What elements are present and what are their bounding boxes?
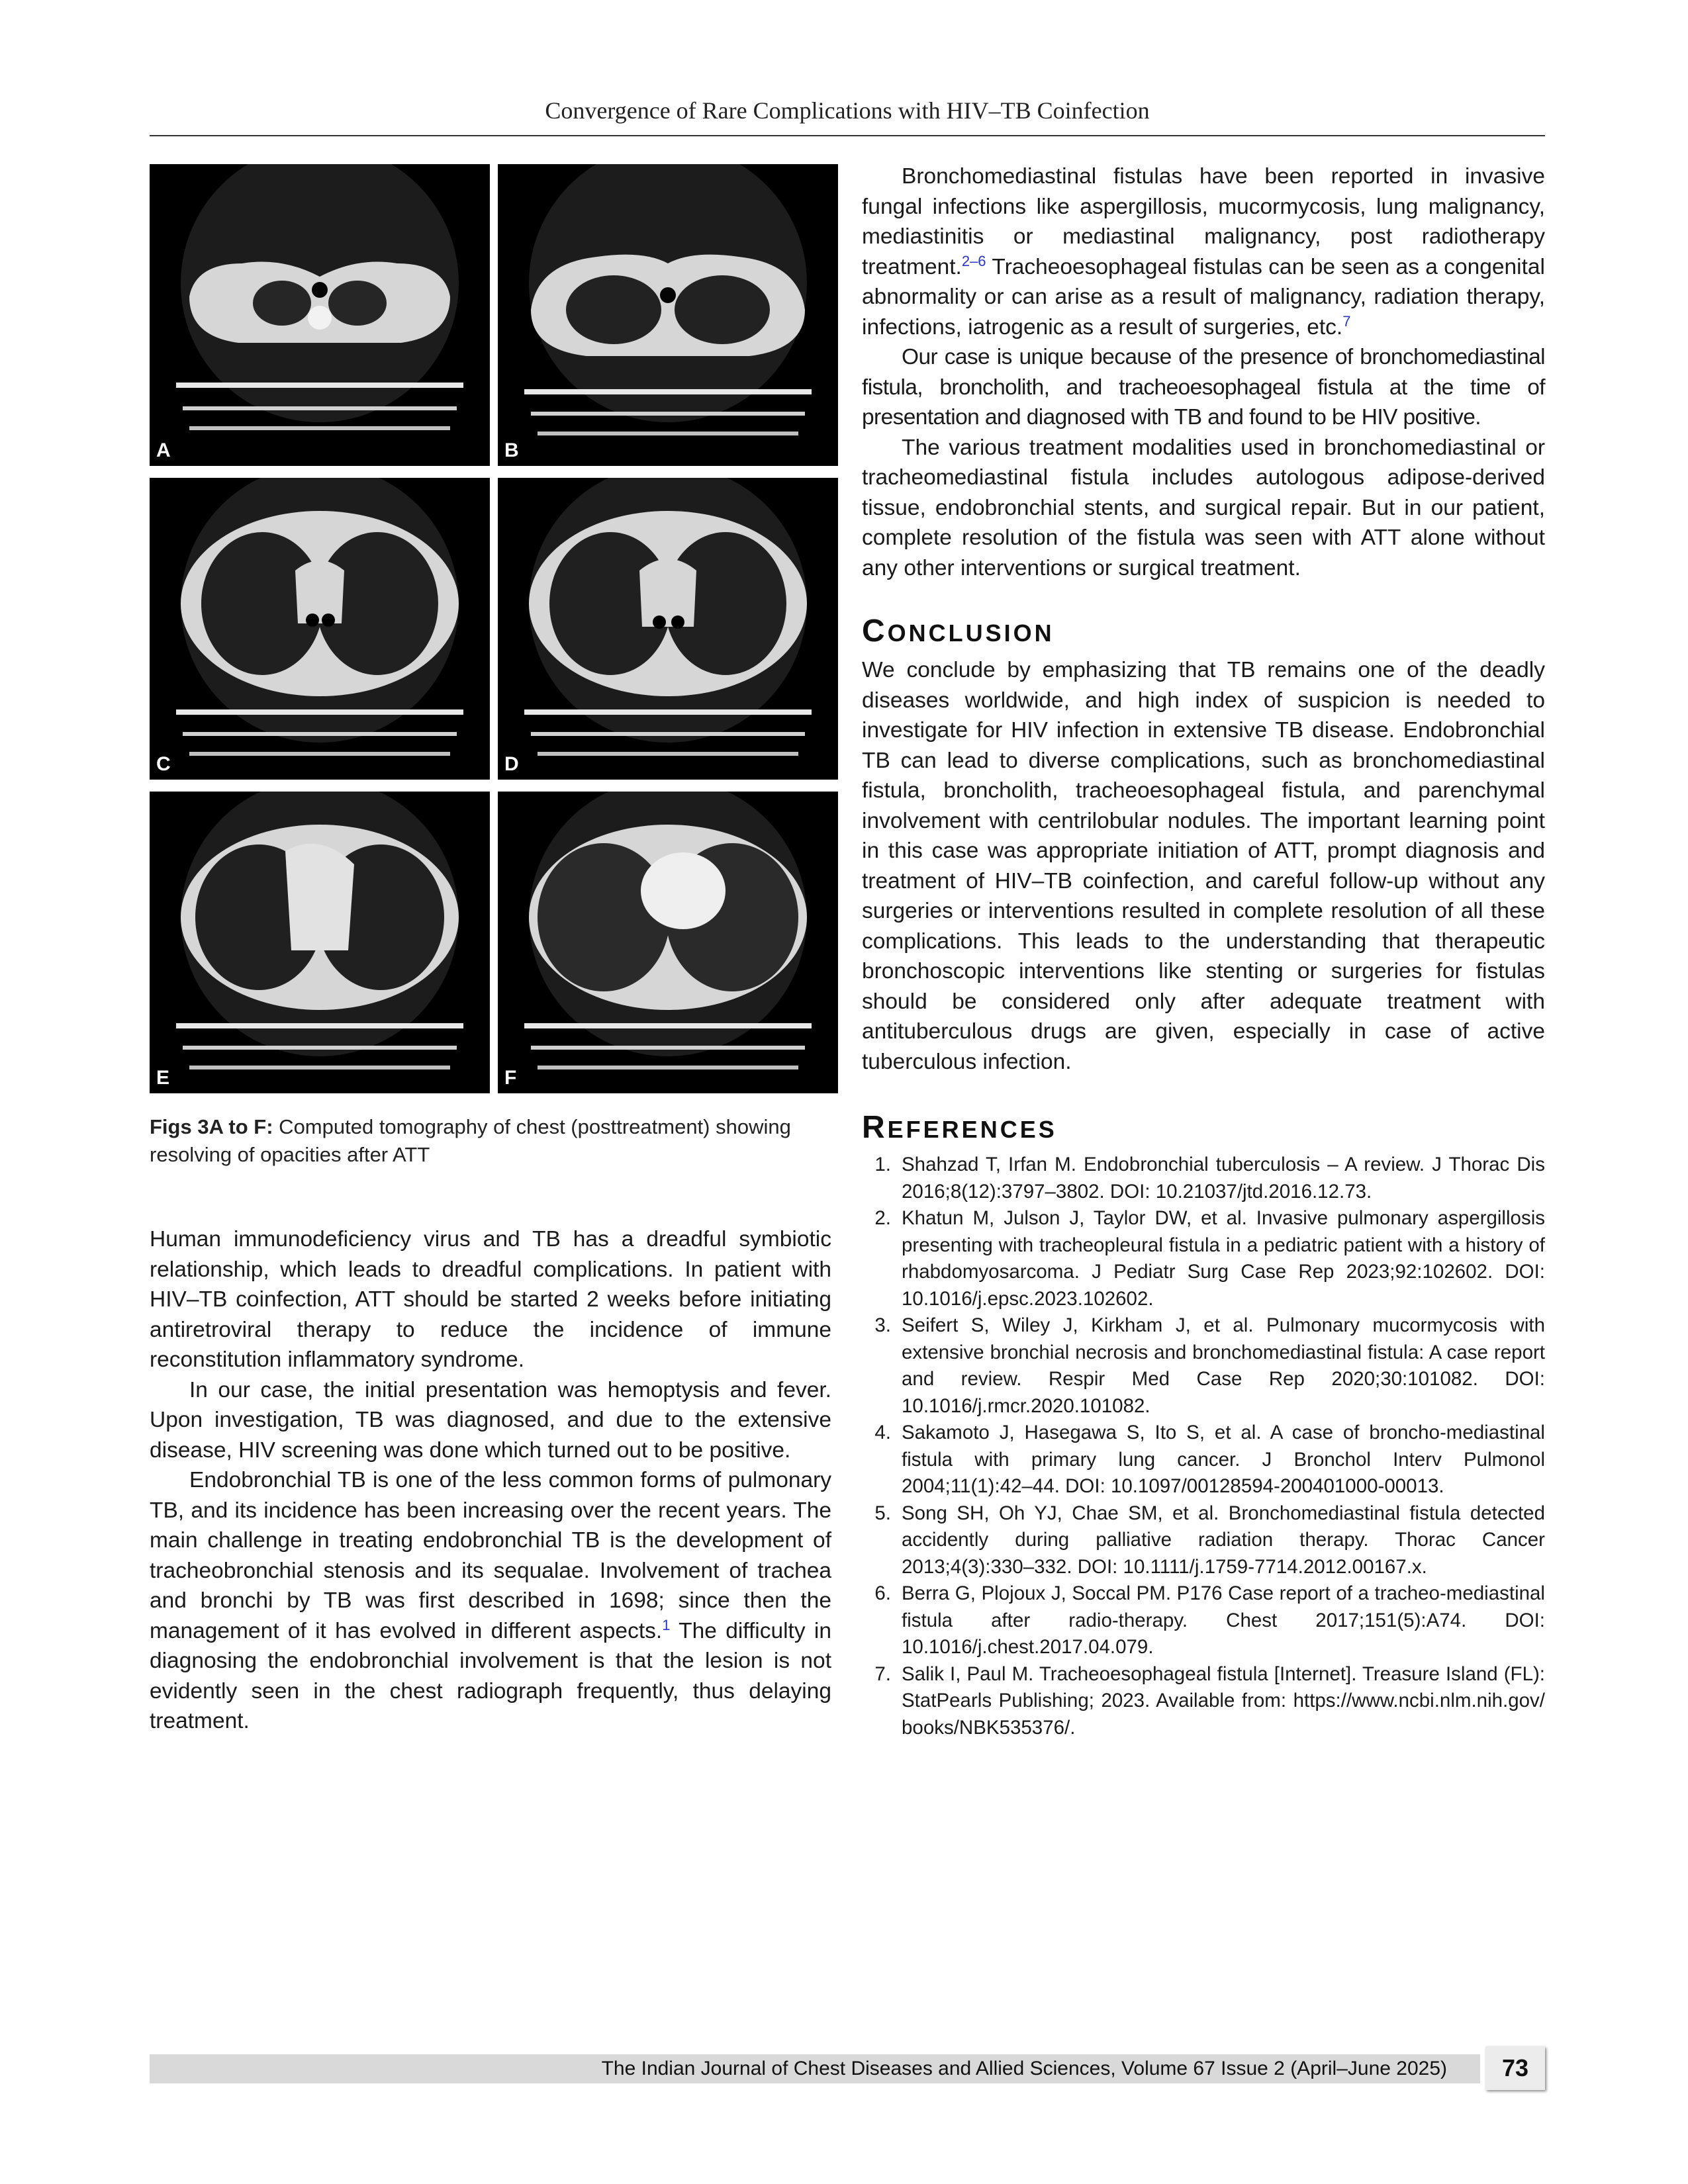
journal-footer: The Indian Journal of Chest Diseases and Allied Sciences, Volume 67 Issue 2 (April–June 2025) [601,2058,1447,2079]
caption-text: Computed tomography of chest (posttreatment) showing resolving of opacities after ATT [150,1115,791,1166]
ct-panel-d [498,478,838,780]
panel-label-d: D [504,753,519,775]
citation-link[interactable]: 1 [662,1616,671,1633]
panel-label-e: E [156,1067,170,1089]
right-column [862,161,1545,583]
heading-rest: ONCLUSION [887,619,1055,647]
reference-number: 1. [874,1154,891,1175]
reference-item [862,1500,1545,1581]
conclusion-heading [862,613,1055,649]
ct-panel-b [498,164,838,466]
page-number: 73 [1485,2046,1545,2090]
running-title: Convergence of Rare Complications with HIV–TB Coinfection [545,97,1150,124]
reference-text: Khatun M, Julson J, Taylor DW, et al. Invasive pulmonary aspergillosis presenting with tracheopleural fistula in a pediatric patient with a history of rhabdomyosarcoma. J Pediatr Surg Case Rep 2023;92:102602. DOI: 10.1016/j.epsc.2023.102602. [902,1207,1545,1310]
figure-caption [150,1113,831,1169]
reference-item [862,1661,1545,1742]
heading-initial: C [862,614,888,649]
paragraph: Our case is unique because of the presence of bronchomediastinal fistula, broncholith, and tracheoesophageal fistula at the time of presentation and diagnosed with TB and found to be HIV positive. [862,345,1545,430]
reference-item [862,1205,1545,1312]
ct-panel-a [150,164,490,466]
reference-list [862,1152,1545,1741]
left-column [150,1224,831,1737]
reference-text: Song SH, Oh YJ, Chae SM, et al. Bronchomediastinal fistula detected accidently during palliative radiation therapy. Thorac Cancer 2013;4(3):330–332. DOI: 10.1111/j.1759-7714.2012.00167.x. [902,1502,1545,1578]
reference-number: 3. [874,1314,891,1336]
heading-initial: R [862,1110,888,1145]
reference-number: 6. [874,1582,891,1604]
reference-item [862,1580,1545,1661]
panel-label-f: F [504,1067,517,1089]
caption-label: Figs 3A to F: [150,1115,273,1138]
paragraph: Human immunodeficiency virus and TB has a dreadful symbiotic relationship, which leads to dreadful complications. In patient with HIV–TB coinfection, ATT should be started 2 weeks before initiating antiretroviral therapy to reduce the incidence of immune reconstitution inflammatory syndrome. [150,1227,831,1372]
ct-panel-c [150,478,490,780]
paragraph [150,1465,831,1737]
reference-number: 7. [874,1662,891,1685]
panel-label-c: C [156,753,171,775]
reference-text: Sakamoto J, Hasegawa S, Ito S, et al. A case of broncho-mediastinal fistula with primary lung cancer. J Bronchol Interv Pulmonol 2004;11(1):42–44. DOI: 10.1097/00128594-200401000-00013. [902,1422,1545,1497]
paragraph: The various treatment modalities used in bronchomediastinal or tracheomediastinal fistula includes autologous adipose-derived tissue, endobronchial stents, and surgical repair. But in our patient, complete resolution of the fistula was seen with ATT alone without any other interventions or surgical treatment. [862,435,1545,580]
header-rule [150,135,1545,136]
paragraph-text: Endobronchial TB is one of the less common forms of pulmonary TB, and its incidence has been increasing over the recent years. The main challenge in treating endobronchial TB is the development of tracheobronchial stenosis and its sequalae. Involvement of trachea and bronchi by TB was first described in 1698; since then the management of it has evolved in different aspects. [150,1468,831,1643]
reference-text: Salik I, Paul M. Tracheoesophageal fistula [Internet]. Treasure Island (FL): StatPearls Publishing; 2023. Available from: https://www.ncbi.nlm.nih.gov/books/NBK535376/. [902,1662,1545,1739]
citation-link[interactable]: 2–6 [961,252,986,269]
reference-text: Seifert S, Wiley J, Kirkham J, et al. Pulmonary mucormycosis with extensive bronchial necrosis and bronchomediastinal fistula: A case report and review. Respir Med Case Rep 2020;30:101082. DOI: 10.1016/j.rmcr.2020.101082. [902,1314,1545,1417]
panel-label-a: A [156,439,171,461]
conclusion-body [862,655,1545,1077]
reference-number: 2. [874,1207,891,1229]
heading-rest: EFERENCES [887,1116,1057,1143]
reference-text: Shahzad T, Irfan M. Endobronchial tuberculosis – A review. J Thorac Dis 2016;8(12):3797–3802. DOI: 10.21037/jtd.2016.12.73. [902,1154,1545,1203]
paragraph-text: Bronchomediastinal fistulas have been reported in invasive fungal infections like aspergillosis, mucormycosis, lung malignancy, mediastinitis or mediastinal malignancy, post radiotherapy treatment. [862,164,1545,279]
reference-number: 4. [874,1422,891,1443]
panel-label-b: B [504,439,519,461]
paragraph-text: The difficulty in diagnosing the endobronchial involvement is that the lesion is not evidently seen in the chest radiograph frequently, thus delaying treatment. [150,1618,831,1733]
references-heading [862,1109,1057,1146]
paragraph [862,161,1545,342]
ct-panel-e [150,792,490,1093]
reference-number: 5. [874,1502,891,1524]
reference-text: Berra G, Plojoux J, Soccal PM. P176 Case report of a tracheo-mediastinal fistula after radio-therapy. Chest 2017;151(5):A74. DOI: 10.1016/j.chest.2017.04.079. [902,1582,1545,1658]
ct-panel-f [498,792,838,1093]
reference-item [862,1312,1545,1420]
citation-link[interactable]: 7 [1342,312,1351,330]
reference-item [862,1420,1545,1500]
paragraph: We conclude by emphasizing that TB remains one of the deadly diseases worldwide, and high index of suspicion is needed to investigate for HIV infection in extensive TB disease. Endobronchial TB can lead to diverse complications, such as bronchomediastinal fistula, broncholith, tracheoesophageal fistula, and parenchymal involvement with centrilobular nodules. The important learning point in this case was appropriate initiation of ATT, prompt diagnosis and treatment of HIV–TB coinfection, and careful follow-up without any surgeries or interventions resulted in complete resolution of all these complications. This leads to the understanding that therapeutic bronchoscopic interventions like stenting or surgeries for fistulas should be considered only after adequate treatment with antituberculous drugs are given, especially in case of active tuberculous infection. [862,658,1545,1074]
reference-item [862,1152,1545,1205]
paragraph-text: Tracheoesophageal fistulas can be seen as a congenital abnormality or can arise as a result of malignancy, radiation therapy, infections, iatrogenic as a result of surgeries, etc. [862,254,1545,340]
paragraph: In our case, the initial presentation was hemoptysis and fever. Upon investigation, TB was diagnosed, and due to the extensive disease, HIV screening was done which turned out to be positive. [150,1377,831,1463]
